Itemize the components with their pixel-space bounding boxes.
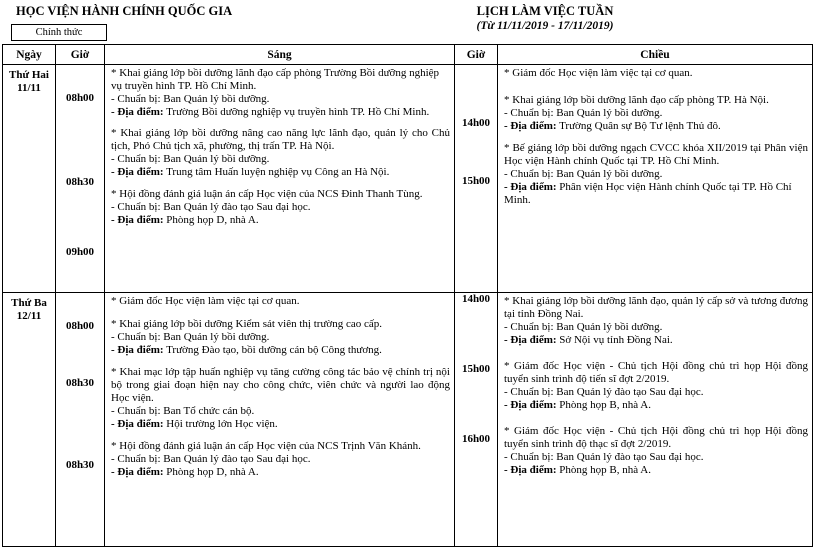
organization-name: HỌC VIỆN HÀNH CHÍNH QUỐC GIA: [16, 4, 233, 18]
event-title: * Khai giảng lớp bồi dưỡng lãnh đạo cấp phòng Trường Bồi dưỡng nghiệp vụ truyền hình TP. Hồ Chí Minh.: [111, 67, 440, 92]
schedule-event: [504, 142, 808, 207]
schedule-event: [111, 188, 450, 227]
place-label: - Địa điểm:: [504, 120, 557, 132]
event-title: * Khai giảng lớp bồi dưỡng lãnh đạo cấp phòng TP. Hà Nội.: [504, 94, 769, 106]
event-prep: - Chuẩn bị: Ban Tổ chức cán bộ.: [111, 405, 255, 417]
schedule-event: [504, 94, 808, 133]
morning-events-cell: [105, 65, 455, 293]
hour-label: 16h00: [461, 433, 491, 445]
place-value: Phòng họp B, nhà A.: [556, 464, 651, 476]
event-place: [504, 120, 808, 133]
place-value: Phòng họp B, nhà A.: [556, 399, 651, 411]
event-title: * Khai giảng lớp bồi dưỡng nâng cao năng lực lãnh đạo, quản lý cho Chủ tịch, Phó Chủ tịch xã, phường, thị trấn TP. Hà Nội.: [111, 127, 450, 152]
afternoon-hours-cell: [455, 65, 498, 293]
place-label: - Địa điểm:: [504, 334, 557, 346]
place-value: Hội trường lớn Học viện.: [163, 418, 278, 430]
table-row: [3, 65, 813, 293]
event-prep: - Chuẩn bị: Ban Quản lý đào tạo Sau đại học.: [111, 201, 311, 213]
place-label: - Địa điểm:: [111, 214, 164, 226]
place-value: Sở Nội vụ tỉnh Đồng Nai.: [556, 334, 673, 346]
column-header-hour-afternoon: Giờ: [455, 45, 498, 65]
column-header-morning: Sáng: [105, 45, 455, 65]
event-place: [504, 464, 808, 477]
event-title: * Khai giảng lớp bồi dưỡng lãnh đạo, quản lý cấp sở và tương đương tại tỉnh Đồng Nai.: [504, 295, 808, 320]
official-status-box: Chính thức: [11, 24, 107, 41]
event-prep: - Chuẩn bị: Ban Quản lý bồi dưỡng.: [111, 93, 270, 105]
event-prep: - Chuẩn bị: Ban Quản lý bồi dưỡng.: [504, 107, 663, 119]
event-place: [111, 344, 450, 357]
event-place: [111, 214, 450, 227]
morning-events-cell: [105, 293, 455, 547]
hour-label: 14h00: [461, 293, 491, 305]
place-label: - Địa điểm:: [111, 166, 164, 178]
place-label: - Địa điểm:: [504, 181, 557, 193]
event-prep: - Chuẩn bị: Ban Quản lý bồi dưỡng.: [111, 153, 270, 165]
event-prep: - Chuẩn bị: Ban Quản lý bồi dưỡng.: [504, 321, 663, 333]
event-title: * Khai mạc lớp tập huấn nghiệp vụ tăng cường công tác bảo vệ chính trị nội bộ trong giai đoạn hiện nay cho công chức, viên chức và người lao động Học viện.: [111, 366, 450, 404]
hour-label: 15h00: [461, 175, 491, 187]
place-label: - Địa điểm:: [504, 464, 557, 476]
event-prep: - Chuẩn bị: Ban Quản lý đào tạo Sau đại học.: [111, 453, 311, 465]
event-prep: - Chuẩn bị: Ban Quản lý đào tạo Sau đại học.: [504, 386, 704, 398]
schedule-event: [111, 440, 450, 479]
event-title: * Khai giảng lớp bồi dưỡng Kiểm sát viên thị trường cao cấp.: [111, 318, 383, 330]
event-place: [504, 334, 808, 347]
event-place: [111, 166, 450, 179]
event-prep: - Chuẩn bị: Ban Quản lý đào tạo Sau đại học.: [504, 451, 704, 463]
day-name: Thứ Ba: [11, 297, 47, 309]
event-place: [111, 106, 450, 119]
place-label: - Địa điểm:: [504, 399, 557, 411]
morning-hours-cell: [56, 293, 105, 547]
place-value: Trường Quân sự Bộ Tư lệnh Thủ đô.: [556, 120, 721, 132]
day-cell: [3, 293, 56, 547]
schedule-header: [470, 4, 620, 32]
column-header-hour-morning: Giờ: [56, 45, 105, 65]
hour-label: 15h00: [461, 363, 491, 375]
event-place: [111, 418, 450, 431]
weekly-schedule-table: [2, 44, 813, 547]
table-row: [3, 293, 813, 547]
hour-label: 08h30: [65, 377, 95, 389]
event-place: [504, 181, 808, 207]
place-value: Trường Bồi dưỡng nghiệp vụ truyền hình TP. Hồ Chí Minh.: [163, 106, 430, 118]
column-header-afternoon: Chiều: [498, 45, 813, 65]
day-date: 12/11: [16, 310, 42, 322]
schedule-note: * Giám đốc Học viện làm việc tại cơ quan.: [504, 67, 693, 79]
hour-label: 08h00: [65, 320, 95, 332]
place-label: - Địa điểm:: [111, 466, 164, 478]
place-value: Trung tâm Huấn luyện nghiệp vụ Công an Hà Nội.: [163, 166, 390, 178]
event-title: * Hội đồng đánh giá luận án cấp Học viện của NCS Trịnh Văn Khánh.: [111, 440, 421, 452]
column-header-day: Ngày: [3, 45, 56, 65]
event-title: * Bế giảng lớp bồi dưỡng ngạch CVCC khóa XII/2019 tại Phân viện Học viện Hành chính Quốc tại TP. Hồ Chí Minh.: [504, 142, 808, 167]
day-date: 11/11: [17, 82, 41, 94]
hour-label: 08h30: [65, 176, 95, 188]
event-title: * Hội đồng đánh giá luận án cấp Học viện của NCS Đinh Thanh Tùng.: [111, 188, 423, 200]
hour-label: 08h00: [65, 92, 95, 104]
afternoon-hours-cell: [455, 293, 498, 547]
schedule-event: [111, 127, 450, 179]
schedule-event: [111, 366, 450, 431]
morning-hours-cell: [56, 65, 105, 293]
schedule-title: LỊCH LÀM VIỆC TUẦN: [476, 4, 614, 18]
event-prep: - Chuẩn bị: Ban Quản lý bồi dưỡng.: [111, 331, 270, 343]
schedule-date-range: (Từ 11/11/2019 - 17/11/2019): [476, 20, 614, 32]
schedule-event: [504, 360, 808, 412]
event-place: [504, 399, 808, 412]
place-label: - Địa điểm:: [111, 418, 164, 430]
place-value: Phòng họp D, nhà A.: [163, 214, 259, 226]
afternoon-events-cell: [498, 293, 813, 547]
schedule-event: [504, 425, 808, 477]
event-title: * Giám đốc Học viện - Chủ tịch Hội đồng chủ trì họp Hội đồng tuyển sinh trình độ tiến sĩ đợt 2/2019.: [504, 360, 808, 385]
event-place: [111, 466, 450, 479]
header-row: [3, 45, 813, 65]
place-label: - Địa điểm:: [111, 106, 164, 118]
hour-label: 14h00: [461, 117, 491, 129]
place-value: Phòng họp D, nhà A.: [163, 466, 259, 478]
day-cell: [3, 65, 56, 293]
place-value: Phân viện Học viện Hành chính Quốc tại TP. Hồ Chí Minh.: [504, 181, 792, 206]
schedule-note: * Giám đốc Học viện làm việc tại cơ quan.: [111, 295, 300, 307]
afternoon-events-cell: [498, 65, 813, 293]
schedule-event: [111, 67, 450, 119]
hour-label: 09h00: [65, 246, 95, 258]
schedule-event: [111, 318, 450, 357]
event-title: * Giám đốc Học viện - Chủ tịch Hội đồng chủ trì họp Hội đồng tuyển sinh trình độ thạc sĩ đợt 2/2019.: [504, 425, 808, 450]
schedule-event: [504, 295, 808, 347]
place-label: - Địa điểm:: [111, 344, 164, 356]
place-value: Trường Đào tạo, bồi dưỡng cán bộ Công thương.: [163, 344, 382, 356]
hour-label: 08h30: [65, 459, 95, 471]
day-name: Thứ Hai: [9, 69, 49, 81]
event-prep: - Chuẩn bị: Ban Quản lý bồi dưỡng.: [504, 168, 663, 180]
